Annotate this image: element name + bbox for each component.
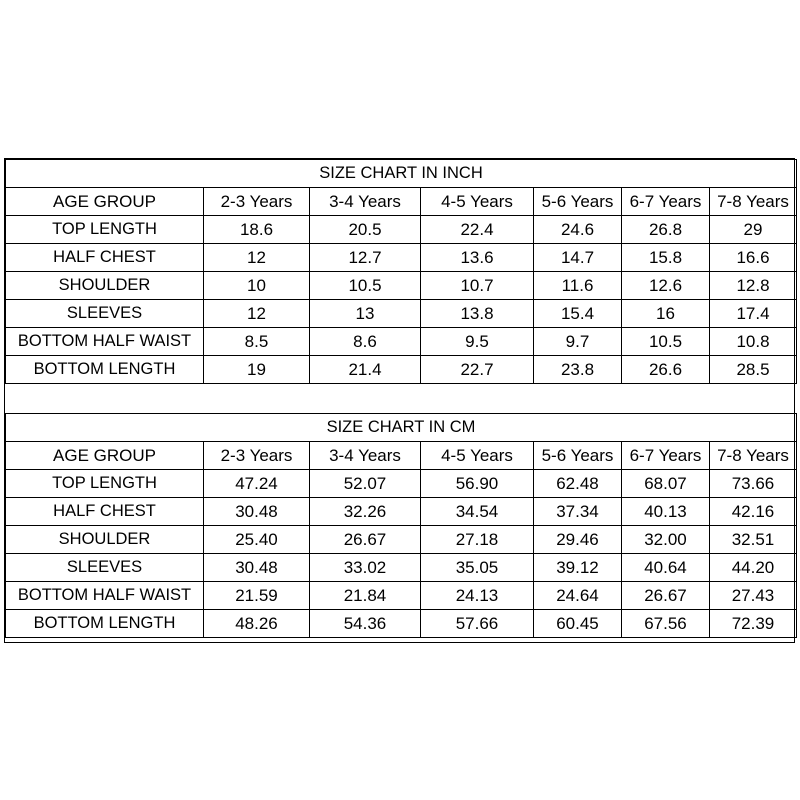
table-cell: 10.5	[310, 272, 421, 300]
table-cell: 34.54	[421, 498, 534, 526]
table-cell: 16.6	[710, 244, 797, 272]
header-cell: 7-8 Years	[710, 442, 797, 470]
table-cell: 52.07	[310, 470, 421, 498]
table-cell: 37.34	[534, 498, 622, 526]
table-cell: 13	[310, 300, 421, 328]
blank-spacer	[6, 384, 797, 414]
table-cell: 21.59	[204, 582, 310, 610]
table-cell: 12	[204, 300, 310, 328]
table-cell: 40.13	[622, 498, 710, 526]
table-cell: 33.02	[310, 554, 421, 582]
header-cell: 7-8 Years	[710, 188, 797, 216]
table-row	[6, 356, 797, 384]
table-cell: 9.5	[421, 328, 534, 356]
table-cell: 68.07	[622, 470, 710, 498]
header-cell: 2-3 Years	[204, 442, 310, 470]
row-label: TOP LENGTH	[6, 470, 204, 498]
table-row	[6, 244, 797, 272]
table-cell: 22.4	[421, 216, 534, 244]
table-cell: 35.05	[421, 554, 534, 582]
table-cell: 73.66	[710, 470, 797, 498]
row-label: SHOULDER	[6, 526, 204, 554]
table-row	[6, 554, 797, 582]
header-cell: 5-6 Years	[534, 442, 622, 470]
table-cell: 26.8	[622, 216, 710, 244]
table-cell: 12.7	[310, 244, 421, 272]
row-label: SLEEVES	[6, 300, 204, 328]
header-cell: 4-5 Years	[421, 188, 534, 216]
table-cell: 32.00	[622, 526, 710, 554]
table-cell: 25.40	[204, 526, 310, 554]
size-chart-sheet	[5, 159, 797, 638]
table-cell: 29	[710, 216, 797, 244]
row-label: HALF CHEST	[6, 244, 204, 272]
table-cell: 12.8	[710, 272, 797, 300]
table-row	[6, 582, 797, 610]
table-cell: 8.6	[310, 328, 421, 356]
table-cell: 54.36	[310, 610, 421, 638]
row-label: TOP LENGTH	[6, 216, 204, 244]
table-cell: 11.6	[534, 272, 622, 300]
table-cell: 21.84	[310, 582, 421, 610]
spacer-row	[6, 384, 797, 414]
table-cell: 24.64	[534, 582, 622, 610]
inch-header-row	[6, 188, 797, 216]
table-cell: 10.5	[622, 328, 710, 356]
table-row	[6, 610, 797, 638]
table-cell: 15.8	[622, 244, 710, 272]
table-cell: 44.20	[710, 554, 797, 582]
header-cell: 5-6 Years	[534, 188, 622, 216]
header-cell: 3-4 Years	[310, 442, 421, 470]
table-cell: 15.4	[534, 300, 622, 328]
table-row	[6, 526, 797, 554]
inch-table-title: SIZE CHART IN INCH	[6, 160, 797, 188]
table-row	[6, 470, 797, 498]
row-label: HALF CHEST	[6, 498, 204, 526]
table-cell: 24.13	[421, 582, 534, 610]
row-label: BOTTOM LENGTH	[6, 356, 204, 384]
table-cell: 30.48	[204, 498, 310, 526]
header-cell: 2-3 Years	[204, 188, 310, 216]
table-cell: 10.8	[710, 328, 797, 356]
table-row	[6, 272, 797, 300]
table-cell: 23.8	[534, 356, 622, 384]
header-cell: 6-7 Years	[622, 188, 710, 216]
table-cell: 9.7	[534, 328, 622, 356]
table-row	[6, 498, 797, 526]
table-cell: 28.5	[710, 356, 797, 384]
cm-header-row	[6, 442, 797, 470]
table-cell: 32.51	[710, 526, 797, 554]
table-cell: 48.26	[204, 610, 310, 638]
table-cell: 10	[204, 272, 310, 300]
table-cell: 12	[204, 244, 310, 272]
table-cell: 18.6	[204, 216, 310, 244]
table-cell: 42.16	[710, 498, 797, 526]
table-cell: 40.64	[622, 554, 710, 582]
table-cell: 16	[622, 300, 710, 328]
header-cell: AGE GROUP	[6, 442, 204, 470]
table-cell: 22.7	[421, 356, 534, 384]
table-cell: 29.46	[534, 526, 622, 554]
table-row	[6, 300, 797, 328]
table-cell: 12.6	[622, 272, 710, 300]
table-cell: 17.4	[710, 300, 797, 328]
table-cell: 62.48	[534, 470, 622, 498]
header-cell: 4-5 Years	[421, 442, 534, 470]
table-cell: 26.67	[622, 582, 710, 610]
table-cell: 13.6	[421, 244, 534, 272]
table-cell: 27.43	[710, 582, 797, 610]
table-cell: 24.6	[534, 216, 622, 244]
table-row	[6, 216, 797, 244]
row-label: BOTTOM LENGTH	[6, 610, 204, 638]
table-cell: 27.18	[421, 526, 534, 554]
table-cell: 13.8	[421, 300, 534, 328]
table-cell: 72.39	[710, 610, 797, 638]
table-cell: 39.12	[534, 554, 622, 582]
row-label: SHOULDER	[6, 272, 204, 300]
header-cell: 3-4 Years	[310, 188, 421, 216]
table-cell: 8.5	[204, 328, 310, 356]
table-cell: 20.5	[310, 216, 421, 244]
table-cell: 67.56	[622, 610, 710, 638]
table-cell: 32.26	[310, 498, 421, 526]
row-label: BOTTOM HALF WAIST	[6, 582, 204, 610]
row-label: SLEEVES	[6, 554, 204, 582]
table-cell: 60.45	[534, 610, 622, 638]
table-row	[6, 328, 797, 356]
table-cell: 57.66	[421, 610, 534, 638]
table-cell: 10.7	[421, 272, 534, 300]
cm-title-row	[6, 414, 797, 442]
table-cell: 47.24	[204, 470, 310, 498]
cm-table-title: SIZE CHART IN CM	[6, 414, 797, 442]
table-cell: 26.6	[622, 356, 710, 384]
header-cell: AGE GROUP	[6, 188, 204, 216]
table-cell: 56.90	[421, 470, 534, 498]
inch-title-row	[6, 160, 797, 188]
header-cell: 6-7 Years	[622, 442, 710, 470]
table-cell: 14.7	[534, 244, 622, 272]
table-cell: 26.67	[310, 526, 421, 554]
table-cell: 21.4	[310, 356, 421, 384]
row-label: BOTTOM HALF WAIST	[6, 328, 204, 356]
table-cell: 30.48	[204, 554, 310, 582]
size-chart	[4, 158, 795, 643]
table-cell: 19	[204, 356, 310, 384]
